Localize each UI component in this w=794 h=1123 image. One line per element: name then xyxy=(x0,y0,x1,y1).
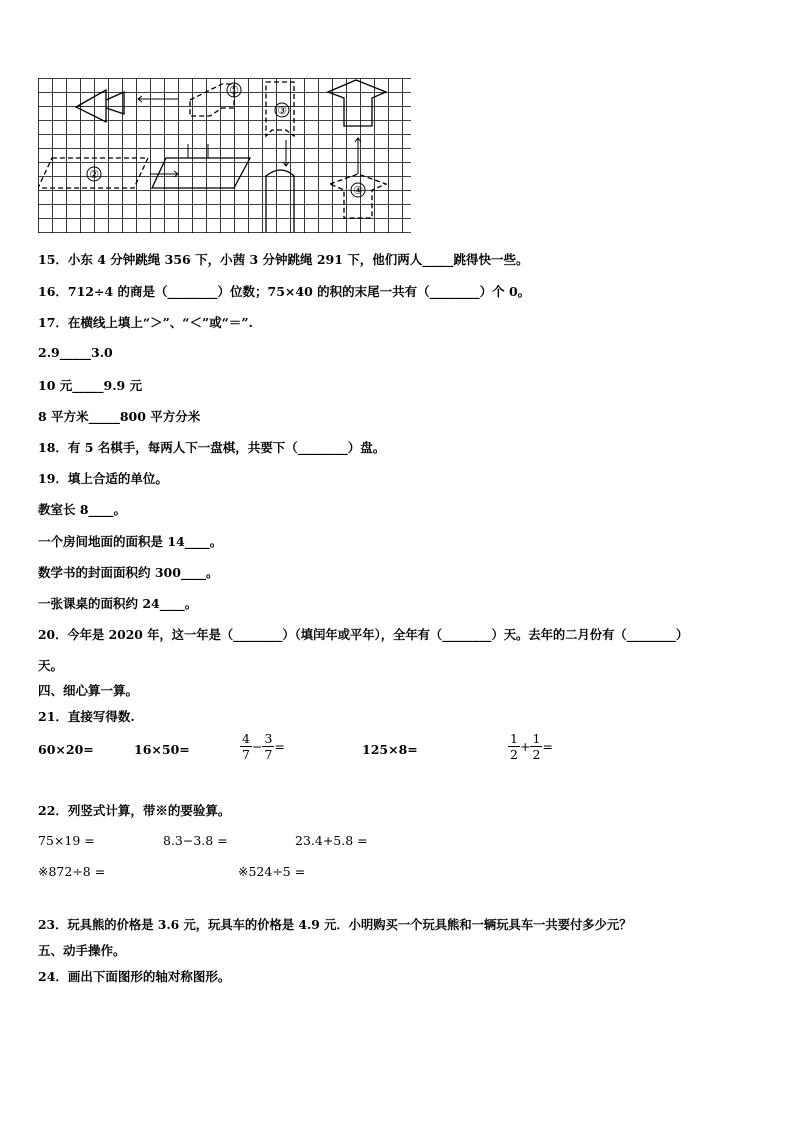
q21-fraction-expr-2: $\frac{1}{2}$ + $\frac{1}{2}$ = xyxy=(510,731,553,762)
question-18: 18．有 5 名棋手，每两人下一盘棋，共要下（________）盘。 xyxy=(38,440,386,455)
q21-item-1: 60×20= xyxy=(38,742,94,757)
question-17-item-1: 2.9_____3.0 xyxy=(38,345,113,360)
q21-fraction-expr-1: $\frac{4}{7}$ − $\frac{3}{7}$ = xyxy=(242,731,285,762)
question-19-prompt: 19．填上合适的单位。 xyxy=(38,471,168,486)
question-17-prompt: 17．在横线上填上“＞”、“＜”或“＝”. xyxy=(38,315,253,330)
question-16: 16．712÷4 的商是（________）位数；75×40 的积的末尾一共有（________）个 0。 xyxy=(38,284,531,299)
q22-row1-item-3: 23.4+5.8 = xyxy=(295,833,368,848)
solid-arch-shape xyxy=(266,170,294,232)
question-21-prompt: 21．直接写得数. xyxy=(38,709,135,724)
question-20-line-1: 20．今年是 2020 年，这一年是（________）（填闰年或平年），全年有（________）天。去年的二月份有（________） xyxy=(38,627,689,642)
q22-row2-item-1: ※872÷8 = xyxy=(38,864,106,879)
solid-house-arrow xyxy=(328,80,386,126)
question-19-item-2: 一个房间地面的面积是 14____。 xyxy=(38,534,223,549)
q22-row2-item-2: ※524÷5 = xyxy=(238,864,306,879)
label-4: ④ xyxy=(353,184,363,197)
question-19-item-1: 教室长 8____。 xyxy=(38,502,127,517)
q22-row1-item-1: 75×19 = xyxy=(38,833,95,848)
q22-row1-item-2: 8.3−3.8 = xyxy=(163,833,228,848)
section-5-heading: 五、动手操作。 xyxy=(38,943,126,958)
label-2: ② xyxy=(89,168,99,181)
section-4-heading: 四、细心算一算。 xyxy=(38,683,139,698)
question-19-item-4: 一张课桌的面积约 24____。 xyxy=(38,596,198,611)
q21-item-3: 125×8= xyxy=(362,742,418,757)
question-22-prompt: 22．列竖式计算，带※的要验算。 xyxy=(38,803,231,818)
question-24: 24．画出下面图形的轴对称图形。 xyxy=(38,969,231,984)
grid-figure xyxy=(38,78,411,233)
q21-item-2: 16×50= xyxy=(134,742,190,757)
grid-lines xyxy=(38,78,411,233)
question-20-line-2: 天。 xyxy=(38,658,64,673)
question-17-item-2: 10 元_____9.9 元 xyxy=(38,378,143,393)
question-19-item-3: 数学书的封面面积约 300____。 xyxy=(38,565,219,580)
question-15: 15．小东 4 分钟跳绳 356 下，小茜 3 分钟跳绳 291 下，他们两人_____跳得快一些。 xyxy=(38,252,529,267)
question-17-item-3: 8 平方米_____800 平方分米 xyxy=(38,409,201,424)
question-23: 23．玩具熊的价格是 3.6 元，玩具车的价格是 4.9 元．小明购买一个玩具熊和一辆玩具车一共要付多少元？ xyxy=(38,917,632,932)
solid-arrow-figure xyxy=(76,90,124,122)
label-3: ③ xyxy=(277,104,287,117)
label-1: ① xyxy=(229,84,239,97)
